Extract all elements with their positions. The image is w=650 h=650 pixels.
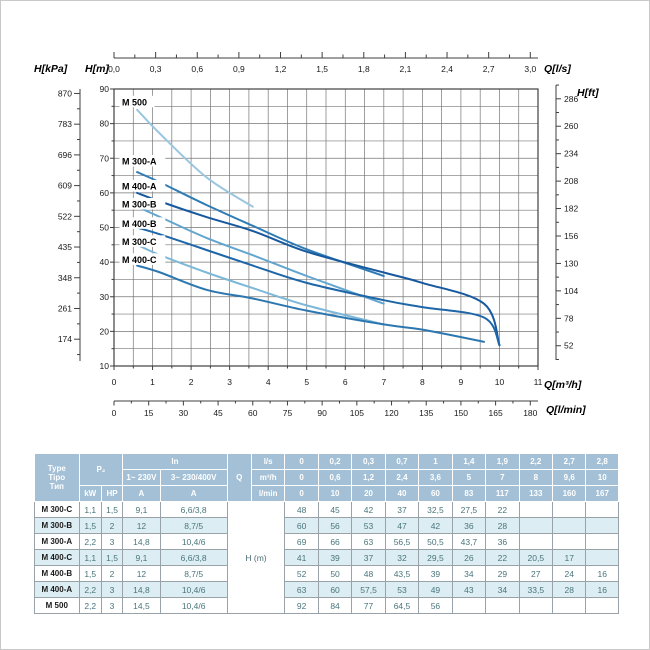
head-value-cell: 16 xyxy=(586,566,619,582)
flow-value-ls: 0,3 xyxy=(352,454,385,470)
flow-value-lmin: 167 xyxy=(586,486,619,502)
head-value-cell: 48 xyxy=(285,502,318,518)
flow-value-lmin: 60 xyxy=(419,486,452,502)
head-value-cell: 22 xyxy=(486,502,519,518)
svg-text:8: 8 xyxy=(419,377,425,387)
head-value-cell: 36 xyxy=(452,518,485,534)
flow-value-lmin: 20 xyxy=(352,486,385,502)
head-value-cell xyxy=(519,598,552,614)
pump-row-m-400-b xyxy=(35,566,619,582)
flow-value-lmin: 160 xyxy=(553,486,586,502)
svg-text:10: 10 xyxy=(99,361,109,371)
svg-text:6: 6 xyxy=(342,377,348,387)
svg-text:174: 174 xyxy=(57,334,72,345)
head-value-cell: 39 xyxy=(318,550,351,566)
current-3ph-cell: 10,4/6 xyxy=(160,582,227,598)
head-value-cell: 43,7 xyxy=(452,534,485,550)
flow-value-ls: 1 xyxy=(419,454,452,470)
svg-text:180: 180 xyxy=(523,408,538,418)
svg-text:156: 156 xyxy=(564,230,579,241)
head-value-cell xyxy=(553,502,586,518)
flow-value-lmin: 83 xyxy=(452,486,485,502)
svg-text:2,4: 2,4 xyxy=(441,64,453,74)
svg-text:0: 0 xyxy=(111,377,117,387)
axis-q-ls xyxy=(108,52,538,74)
col-header-type xyxy=(35,454,80,502)
head-value-cell: 42 xyxy=(352,502,385,518)
head-value-cell: 28 xyxy=(486,518,519,534)
svg-text:435: 435 xyxy=(57,242,72,253)
head-value-cell: 26 xyxy=(452,550,485,566)
head-value-cell: 50,5 xyxy=(419,534,452,550)
flow-value-ls: 1,4 xyxy=(452,454,485,470)
col-header-a3: A xyxy=(160,486,227,502)
head-value-cell: 64,5 xyxy=(385,598,418,614)
curve-label: M 300-B xyxy=(122,199,157,210)
flow-value-m3h: 8 xyxy=(519,470,552,486)
head-value-cell: 36 xyxy=(486,534,519,550)
head-value-cell: 53 xyxy=(352,518,385,534)
head-value-cell: 47 xyxy=(385,518,418,534)
current-1ph-cell: 14,8 xyxy=(123,582,161,598)
curve-label: M 300-A xyxy=(122,156,157,167)
curve-label: M 500 xyxy=(122,97,148,108)
head-value-cell: 60 xyxy=(318,582,351,598)
flow-value-lmin: 10 xyxy=(318,486,351,502)
current-1ph-cell: 14,5 xyxy=(123,598,161,614)
svg-text:150: 150 xyxy=(453,408,469,418)
svg-text:11: 11 xyxy=(533,377,543,387)
curve-m-300-c xyxy=(137,245,384,325)
hp-cell: 3 xyxy=(101,582,122,598)
head-value-cell: 60 xyxy=(285,518,318,534)
svg-text:80: 80 xyxy=(99,118,109,129)
svg-text:0: 0 xyxy=(111,408,117,418)
curve-m-300-b xyxy=(137,207,384,304)
hp-cell: 1,5 xyxy=(101,550,122,566)
col-header-in: In xyxy=(123,454,227,470)
svg-text:104: 104 xyxy=(564,285,579,296)
head-value-cell: 69 xyxy=(285,534,318,550)
flow-value-lmin: 0 xyxy=(285,486,318,502)
hp-cell: 2 xyxy=(101,518,122,534)
spec-table-body xyxy=(35,502,619,614)
current-3ph-cell: 6,6/3,8 xyxy=(160,550,227,566)
svg-text:2: 2 xyxy=(188,377,194,387)
svg-text:52: 52 xyxy=(564,340,574,351)
head-value-cell: 17 xyxy=(553,550,586,566)
hp-cell: 1,5 xyxy=(101,502,122,518)
head-value-cell: 41 xyxy=(285,550,318,566)
col-header-3ph: 3~ 230/400V xyxy=(160,470,227,486)
svg-text:5: 5 xyxy=(304,377,310,387)
head-value-cell: 45 xyxy=(318,502,351,518)
pump-type-cell: M 400-B xyxy=(35,566,80,582)
col-header-hp: HP xyxy=(101,486,122,502)
current-1ph-cell: 14,8 xyxy=(123,534,161,550)
col-header-a1: A xyxy=(123,486,161,502)
kw-cell: 2,2 xyxy=(79,534,101,550)
flow-value-ls: 2,2 xyxy=(519,454,552,470)
svg-text:4: 4 xyxy=(265,377,271,387)
hp-cell: 3 xyxy=(101,534,122,550)
axis-titles xyxy=(34,63,599,416)
svg-text:90: 90 xyxy=(317,408,327,418)
flow-value-m3h: 1,2 xyxy=(352,470,385,486)
svg-text:135: 135 xyxy=(419,408,434,418)
svg-text:609: 609 xyxy=(57,180,72,191)
head-value-cell: 66 xyxy=(318,534,351,550)
pump-type-cell: M 300-A xyxy=(35,534,80,550)
col-header-p2: P₂ xyxy=(79,454,123,486)
svg-text:7: 7 xyxy=(381,377,387,387)
svg-text:45: 45 xyxy=(213,408,223,418)
svg-text:Q[l/min]: Q[l/min] xyxy=(546,404,586,416)
head-value-cell: 43,5 xyxy=(385,566,418,582)
head-value-cell: 37 xyxy=(352,550,385,566)
svg-text:1,2: 1,2 xyxy=(274,64,287,74)
svg-text:60: 60 xyxy=(99,187,109,198)
head-value-cell: 63 xyxy=(285,582,318,598)
pump-row-m-300-a xyxy=(35,534,619,550)
svg-text:90: 90 xyxy=(99,84,109,94)
axis-h-m xyxy=(100,84,114,371)
svg-text:3: 3 xyxy=(227,377,233,387)
curve-m-400-a xyxy=(137,193,499,345)
flow-value-lmin: 40 xyxy=(385,486,418,502)
pump-row-m-300-b xyxy=(35,518,619,534)
svg-text:0,9: 0,9 xyxy=(232,64,245,74)
pump-type-cell: M 300-B xyxy=(35,518,80,534)
pump-type-cell: M 400-C xyxy=(35,550,80,566)
flow-value-ls: 0,2 xyxy=(318,454,351,470)
head-unit-cell: H (m) xyxy=(227,502,285,614)
svg-text:50: 50 xyxy=(99,222,109,233)
head-value-cell: 56 xyxy=(318,518,351,534)
hp-cell: 2 xyxy=(101,566,122,582)
svg-text:0,0: 0,0 xyxy=(108,64,120,74)
svg-text:165: 165 xyxy=(488,408,503,418)
head-value-cell: 28 xyxy=(553,582,586,598)
row-header-m3h: m³/h xyxy=(251,470,284,486)
svg-text:286: 286 xyxy=(564,93,579,104)
kw-cell: 1,1 xyxy=(79,502,101,518)
head-value-cell: 48 xyxy=(352,566,385,582)
curve-label: M 400-B xyxy=(122,218,157,229)
svg-text:182: 182 xyxy=(564,203,579,214)
svg-text:H[m]: H[m] xyxy=(85,63,109,75)
head-value-cell: 29 xyxy=(486,566,519,582)
axis-q-lmin xyxy=(112,401,538,418)
svg-text:78: 78 xyxy=(564,313,574,324)
head-value-cell xyxy=(586,598,619,614)
svg-text:2,1: 2,1 xyxy=(399,64,412,74)
kw-cell: 2,2 xyxy=(79,582,101,598)
flow-value-ls: 2,7 xyxy=(553,454,586,470)
flow-value-m3h: 9,6 xyxy=(553,470,586,486)
flow-value-m3h: 10 xyxy=(586,470,619,486)
svg-text:783: 783 xyxy=(57,119,72,130)
current-3ph-cell: 8,7/5 xyxy=(160,566,227,582)
svg-text:40: 40 xyxy=(99,257,109,268)
pump-spec-table xyxy=(34,453,619,614)
head-value-cell: 34 xyxy=(486,582,519,598)
svg-text:696: 696 xyxy=(57,149,72,160)
head-value-cell xyxy=(586,550,619,566)
head-value-cell: 57,5 xyxy=(352,582,385,598)
head-value-cell: 32 xyxy=(385,550,418,566)
head-value-cell xyxy=(519,518,552,534)
current-1ph-cell: 12 xyxy=(123,566,161,582)
pump-row-m-400-a xyxy=(35,582,619,598)
svg-text:208: 208 xyxy=(564,176,579,187)
col-header-1ph: 1~ 230V xyxy=(123,470,161,486)
svg-text:260: 260 xyxy=(564,121,579,132)
flow-value-m3h: 0 xyxy=(285,470,318,486)
hp-cell: 3 xyxy=(101,598,122,614)
head-value-cell xyxy=(586,502,619,518)
head-value-cell: 16 xyxy=(586,582,619,598)
pump-row-m-300-c xyxy=(35,502,619,518)
head-value-cell: 39 xyxy=(419,566,452,582)
head-value-cell: 52 xyxy=(285,566,318,582)
flow-value-ls: 2,8 xyxy=(586,454,619,470)
head-value-cell: 34 xyxy=(452,566,485,582)
type-header-line: Type xyxy=(47,463,66,473)
svg-text:10: 10 xyxy=(494,377,505,387)
kw-cell: 1,5 xyxy=(79,566,101,582)
pump-type-cell: M 400-A xyxy=(35,582,80,598)
head-value-cell: 22 xyxy=(486,550,519,566)
current-1ph-cell: 12 xyxy=(123,518,161,534)
curve-label: M 400-C xyxy=(122,254,157,265)
svg-text:1,5: 1,5 xyxy=(316,64,329,74)
svg-text:261: 261 xyxy=(57,303,72,314)
svg-text:522: 522 xyxy=(57,211,72,222)
pump-row-m-400-c xyxy=(35,550,619,566)
svg-text:75: 75 xyxy=(282,408,293,418)
pump-row-m-500 xyxy=(35,598,619,614)
head-value-cell xyxy=(553,518,586,534)
svg-text:105: 105 xyxy=(349,408,364,418)
svg-text:9: 9 xyxy=(458,377,464,387)
type-header-line: Tipo xyxy=(48,472,66,482)
pump-performance-chart xyxy=(1,1,650,431)
head-value-cell: 77 xyxy=(352,598,385,614)
flow-value-m3h: 3,6 xyxy=(419,470,452,486)
chart-grid xyxy=(114,89,538,366)
flow-value-m3h: 2,4 xyxy=(385,470,418,486)
pump-type-cell: M 500 xyxy=(35,598,80,614)
spec-table-header xyxy=(35,454,619,502)
svg-text:H[kPa]: H[kPa] xyxy=(34,63,68,75)
svg-text:70: 70 xyxy=(99,153,109,164)
flow-value-ls: 0 xyxy=(285,454,318,470)
head-value-cell: 56 xyxy=(419,598,452,614)
kw-cell: 2,2 xyxy=(79,598,101,614)
axis-q-m3h xyxy=(112,366,543,387)
current-1ph-cell: 9,1 xyxy=(123,502,161,518)
head-value-cell: 50 xyxy=(318,566,351,582)
curve-label: M 400-A xyxy=(122,181,157,192)
flow-value-lmin: 117 xyxy=(486,486,519,502)
svg-text:3,0: 3,0 xyxy=(524,64,537,74)
head-value-cell: 27 xyxy=(519,566,552,582)
flow-value-m3h: 5 xyxy=(452,470,485,486)
pump-type-cell: M 300-C xyxy=(35,502,80,518)
col-header-kw: kW xyxy=(79,486,101,502)
head-value-cell: 56,5 xyxy=(385,534,418,550)
svg-text:30: 30 xyxy=(178,408,189,418)
current-1ph-cell: 9,1 xyxy=(123,550,161,566)
svg-text:234: 234 xyxy=(564,148,579,159)
head-value-cell xyxy=(553,598,586,614)
svg-text:1: 1 xyxy=(150,377,155,387)
head-value-cell xyxy=(486,598,519,614)
svg-text:120: 120 xyxy=(384,408,399,418)
flow-value-ls: 1,9 xyxy=(486,454,519,470)
type-header-line: Тип xyxy=(49,482,64,492)
svg-text:2,7: 2,7 xyxy=(482,64,495,74)
head-value-cell xyxy=(553,534,586,550)
kw-cell: 1,5 xyxy=(79,518,101,534)
head-value-cell xyxy=(519,502,552,518)
head-value-cell xyxy=(586,534,619,550)
head-value-cell xyxy=(586,518,619,534)
svg-text:60: 60 xyxy=(248,408,258,418)
head-value-cell: 84 xyxy=(318,598,351,614)
head-value-cell: 43 xyxy=(452,582,485,598)
head-value-cell: 49 xyxy=(419,582,452,598)
svg-text:Q[m³/h]: Q[m³/h] xyxy=(544,379,582,391)
axis-h-ft xyxy=(556,85,578,360)
current-3ph-cell: 10,4/6 xyxy=(160,534,227,550)
head-value-cell: 63 xyxy=(352,534,385,550)
svg-text:30: 30 xyxy=(99,291,109,302)
row-header-ls: l/s xyxy=(251,454,284,470)
head-value-cell: 33,5 xyxy=(519,582,552,598)
head-value-cell xyxy=(519,534,552,550)
head-value-cell: 32,5 xyxy=(419,502,452,518)
head-value-cell: 24 xyxy=(553,566,586,582)
flow-value-ls: 0,7 xyxy=(385,454,418,470)
head-value-cell xyxy=(452,598,485,614)
col-header-q: Q xyxy=(227,454,251,502)
head-value-cell: 92 xyxy=(285,598,318,614)
head-value-cell: 37 xyxy=(385,502,418,518)
svg-text:0,6: 0,6 xyxy=(191,64,204,74)
head-value-cell: 53 xyxy=(385,582,418,598)
flow-value-lmin: 133 xyxy=(519,486,552,502)
row-header-lmin: l/min xyxy=(251,486,284,502)
curve-labels xyxy=(120,96,166,265)
svg-text:0,3: 0,3 xyxy=(149,64,162,74)
current-3ph-cell: 6,6/3,8 xyxy=(160,502,227,518)
svg-text:870: 870 xyxy=(57,88,72,99)
kw-cell: 1,1 xyxy=(79,550,101,566)
flow-value-m3h: 0,6 xyxy=(318,470,351,486)
svg-text:15: 15 xyxy=(143,408,154,418)
head-value-cell: 42 xyxy=(419,518,452,534)
curve-label: M 300-C xyxy=(122,236,157,247)
head-value-cell: 27,5 xyxy=(452,502,485,518)
head-value-cell: 20,5 xyxy=(519,550,552,566)
svg-text:130: 130 xyxy=(564,258,579,269)
current-3ph-cell: 8,7/5 xyxy=(160,518,227,534)
head-value-cell: 29,5 xyxy=(419,550,452,566)
axis-h-kpa xyxy=(58,88,80,361)
svg-text:1,8: 1,8 xyxy=(357,64,370,74)
svg-text:20: 20 xyxy=(99,326,109,337)
current-3ph-cell: 10,4/6 xyxy=(160,598,227,614)
svg-text:H[ft]: H[ft] xyxy=(577,87,599,99)
flow-value-m3h: 7 xyxy=(486,470,519,486)
svg-text:348: 348 xyxy=(57,272,72,283)
svg-text:Q[l/s]: Q[l/s] xyxy=(544,63,571,75)
